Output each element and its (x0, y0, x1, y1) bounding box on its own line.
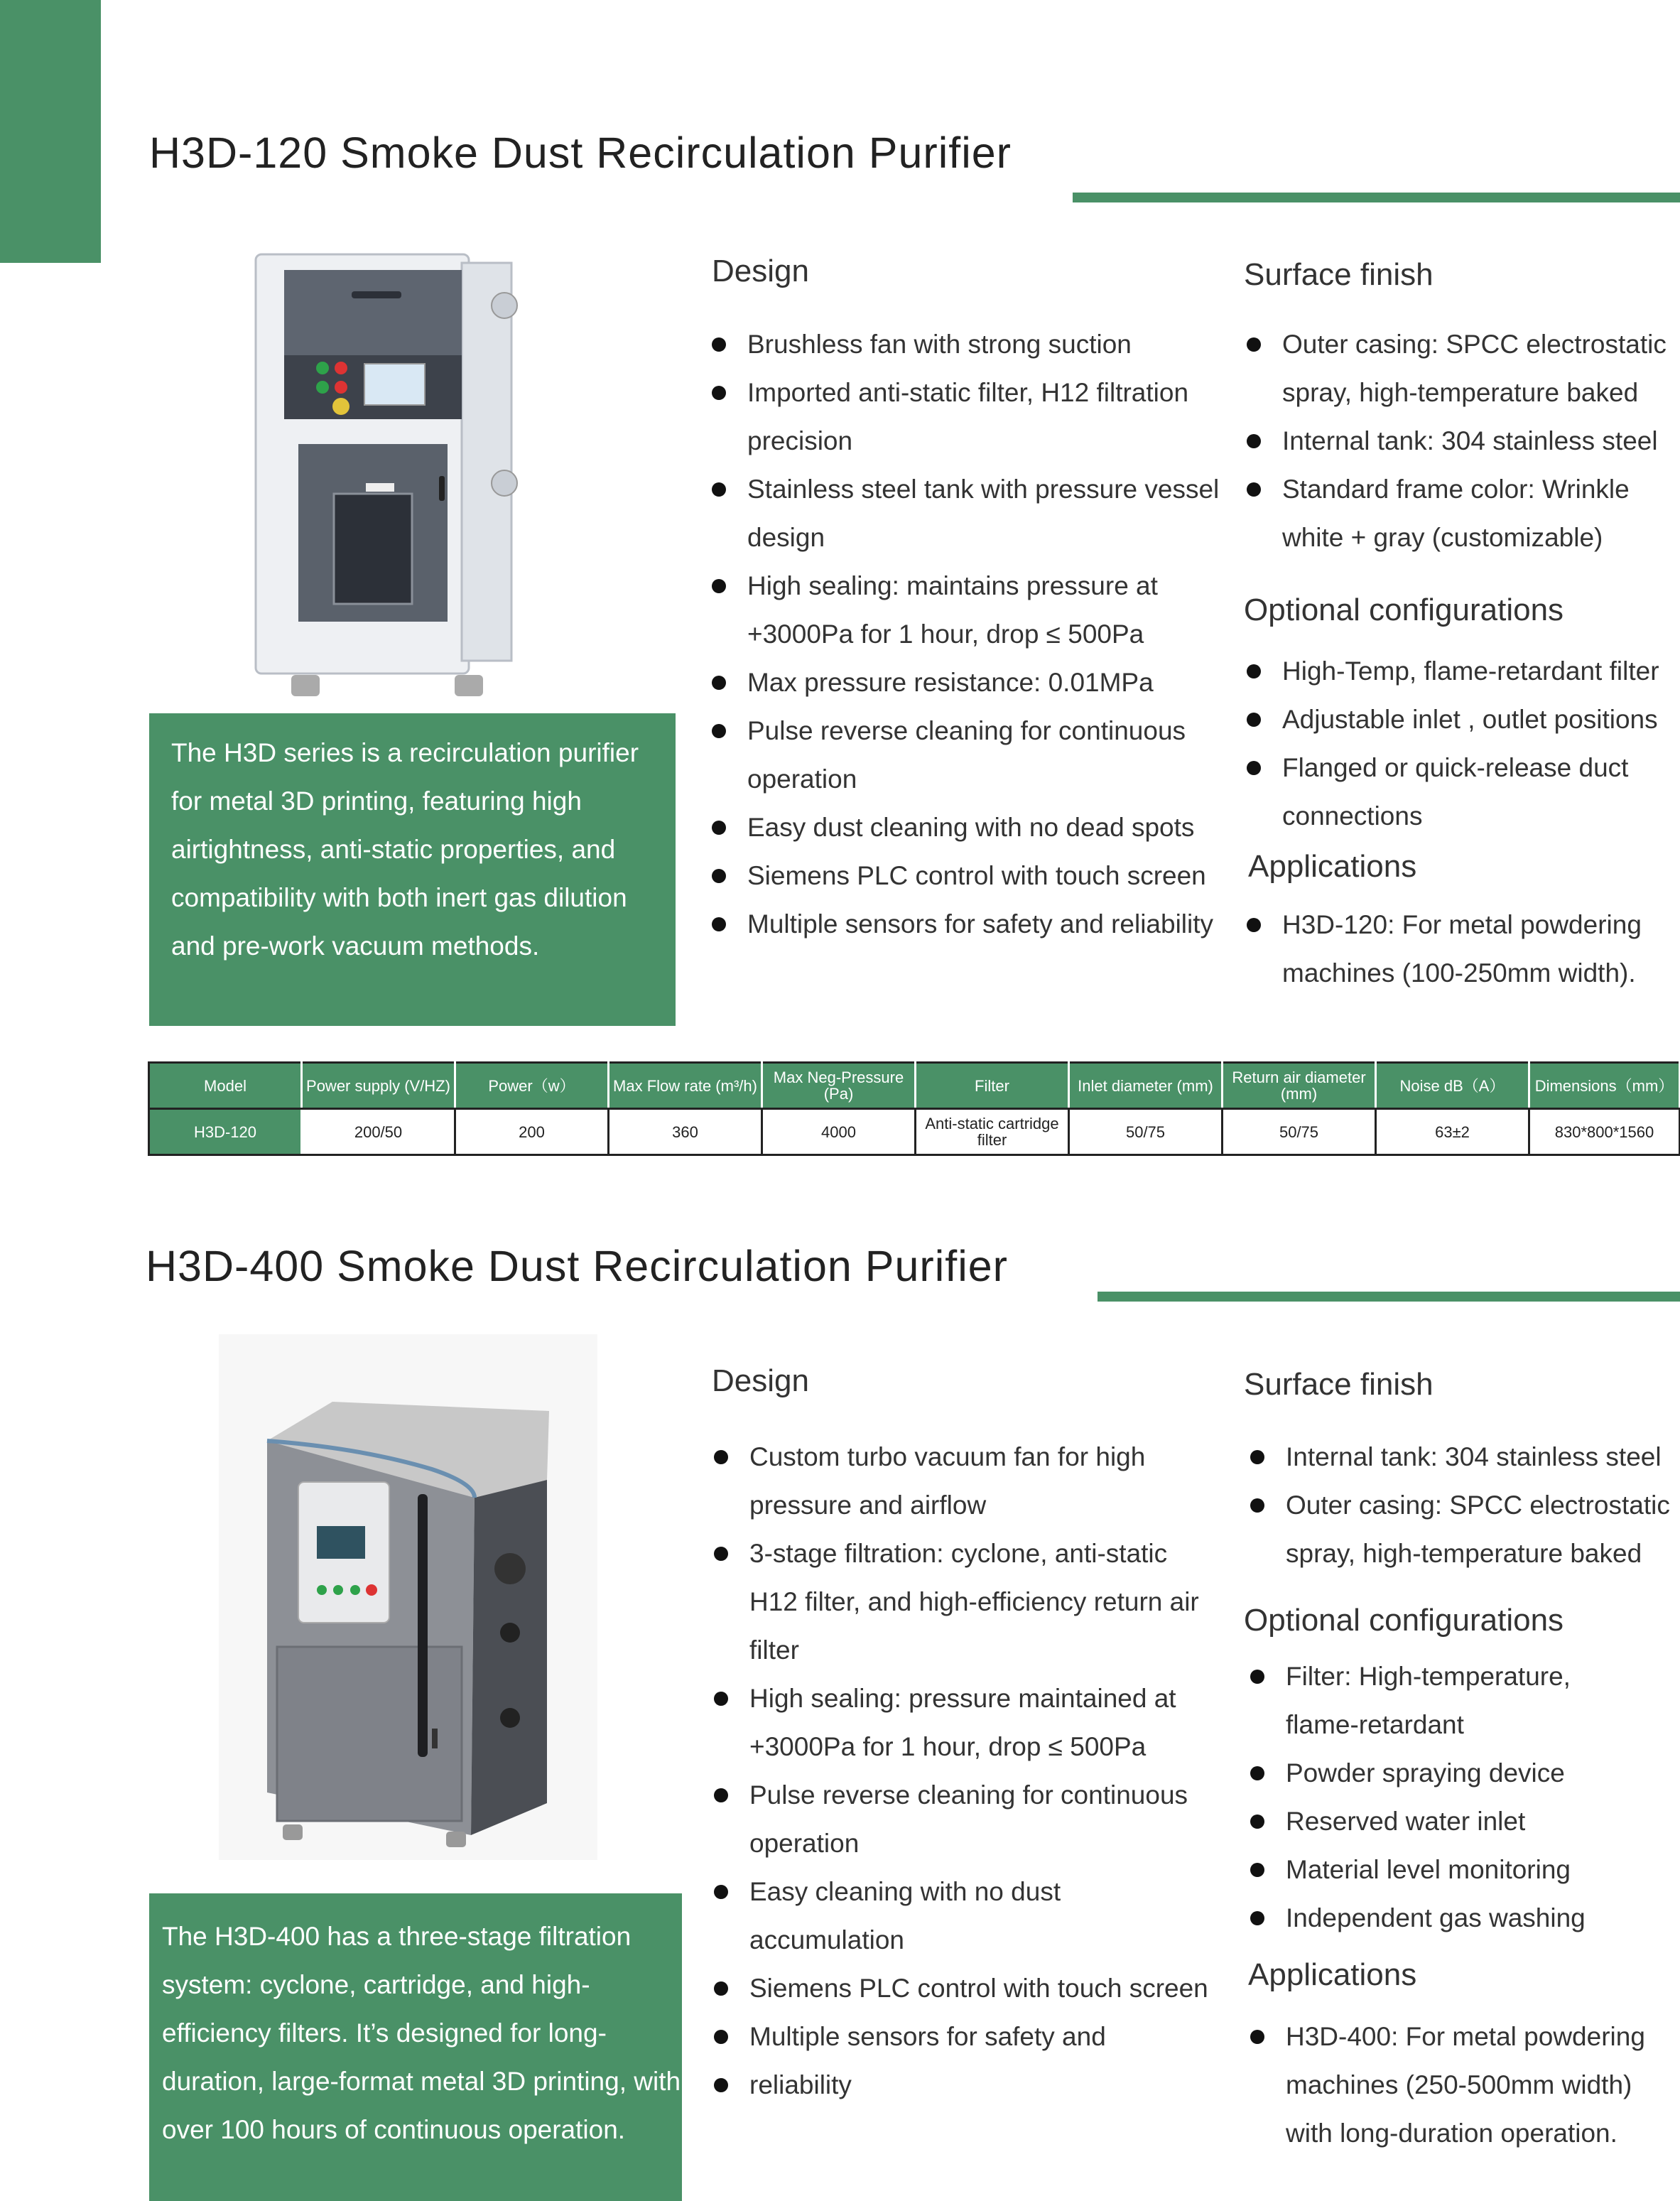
section2-surface-heading: Surface finish (1244, 1367, 1434, 1402)
section2-optional-list (1250, 1653, 1648, 1942)
section1-surface-list (1247, 320, 1673, 562)
cell-max-flow-rate: 360 (609, 1109, 762, 1155)
header-max-neg-pressure: Max Neg-Pressure (Pa) (762, 1063, 916, 1109)
list-item: High sealing: pressure maintained at +3000Pa for 1 hour, drop ≤ 500Pa (714, 1675, 1211, 1771)
list-item: High sealing: maintains pressure at +3000Pa for 1 hour, drop ≤ 500Pa (712, 562, 1245, 659)
list-item: 3-stage filtration: cyclone, anti-static H12 filter, and high-efficiency return air filter (714, 1530, 1211, 1675)
list-item: reliability (714, 2061, 1211, 2109)
list-item: Stainless steel tank with pressure vessel design (712, 465, 1245, 562)
section2-design-list (714, 1433, 1211, 2109)
section1-title: H3D-120 Smoke Dust Recirculation Purifier (149, 129, 1012, 177)
list-item: Siemens PLC control with touch screen (714, 1964, 1211, 2013)
cell-noise: 63±2 (1376, 1109, 1529, 1155)
list-item: Material level monitoring (1250, 1846, 1648, 1894)
section1-title-rule (1073, 193, 1680, 202)
header-inlet-diameter: Inlet diameter (mm) (1069, 1063, 1223, 1109)
header-dimensions: Dimensions（mm） (1529, 1063, 1680, 1109)
section2-design-heading: Design (712, 1363, 809, 1398)
list-item: Adjustable inlet , outlet positions (1247, 696, 1680, 744)
list-item: Outer casing: SPCC electrostatic spray, high-temperature baked (1247, 320, 1673, 417)
section1-design-list (712, 320, 1245, 948)
list-item: Filter: High-temperature, flame-retardant (1250, 1653, 1648, 1749)
cell-max-neg-pressure: 4000 (762, 1109, 916, 1155)
section1-design-heading: Design (712, 254, 809, 288)
cell-dimensions: 830*800*1560 (1529, 1109, 1680, 1155)
list-item: Multiple sensors for safety and reliability (712, 900, 1245, 948)
list-item: H3D-400: For metal powdering machines (250-500mm width) with long-duration operation. (1250, 2013, 1680, 2158)
list-item: Internal tank: 304 stainless steel (1250, 1433, 1676, 1481)
list-item: Internal tank: 304 stainless steel (1247, 417, 1673, 465)
list-item: Flanged or quick-release duct connections (1247, 744, 1680, 840)
section1-description-box (149, 713, 676, 1026)
section2-title-rule (1098, 1292, 1680, 1302)
list-item: Powder spraying device (1250, 1749, 1648, 1797)
section1-optional-heading: Optional configurations (1244, 593, 1564, 627)
spec-table (148, 1061, 1680, 1156)
h3d-400-machine-image (219, 1334, 597, 1860)
section2-surface-list (1250, 1433, 1676, 1578)
section2-description: The H3D-400 has a three-stage filtration system: cyclone, cartridge, and high-efficiency filters. It’s designed for long-duration, large-format metal 3D printing, with over 100 hours of continuous operation. (162, 1922, 681, 2144)
section1-surface-heading: Surface finish (1244, 257, 1434, 292)
list-item: Independent gas washing (1250, 1894, 1648, 1942)
list-item: Pulse reverse cleaning for continuous operation (712, 707, 1245, 804)
table-row (149, 1109, 1680, 1155)
list-item: Easy cleaning with no dust accumulation (714, 1868, 1211, 1964)
cell-power: 200 (455, 1109, 609, 1155)
section1-applications-heading: Applications (1248, 849, 1417, 884)
list-item: Reserved water inlet (1250, 1797, 1648, 1846)
section2-applications-heading: Applications (1248, 1957, 1417, 1992)
header-power-supply: Power supply (V/HZ) (302, 1063, 455, 1109)
list-item: H3D-120: For metal powdering machines (100-250mm width). (1247, 901, 1666, 997)
section1-applications-list (1247, 901, 1666, 997)
corner-accent-block (0, 0, 101, 263)
list-item: Outer casing: SPCC electrostatic spray, high-temperature baked (1250, 1481, 1676, 1578)
header-power: Power（w） (455, 1063, 609, 1109)
list-item: High-Temp, flame-retardant filter (1247, 647, 1680, 696)
list-item: Standard frame color: Wrinkle white + gray (customizable) (1247, 465, 1673, 562)
list-item: Pulse reverse cleaning for continuous operation (714, 1771, 1211, 1868)
cell-return-air-diameter: 50/75 (1223, 1109, 1376, 1155)
header-filter: Filter (916, 1063, 1069, 1109)
section1-optional-list (1247, 647, 1680, 840)
list-item: Custom turbo vacuum fan for high pressure and airflow (714, 1433, 1211, 1530)
list-item: Multiple sensors for safety and (714, 2013, 1211, 2061)
section2-title: H3D-400 Smoke Dust Recirculation Purifier (146, 1242, 1008, 1290)
list-item: Siemens PLC control with touch screen (712, 852, 1245, 900)
list-item: Brushless fan with strong suction (712, 320, 1245, 369)
header-max-flow-rate: Max Flow rate (m³/h) (609, 1063, 762, 1109)
cell-model: H3D-120 (149, 1109, 302, 1155)
spec-table-header-row (149, 1063, 1680, 1109)
header-model: Model (149, 1063, 302, 1109)
section2-description-box (149, 1893, 682, 2201)
cell-filter: Anti-static cartridge filter (916, 1109, 1069, 1155)
section1-description: The H3D series is a recirculation purifier for metal 3D printing, featuring high airtightness, anti-static properties, and compatibility with both inert gas dilution and pre-work vacuum methods. (171, 738, 639, 961)
h3d-120-machine-image (249, 249, 533, 710)
cell-power-supply: 200/50 (302, 1109, 455, 1155)
list-item: Max pressure resistance: 0.01MPa (712, 659, 1245, 707)
header-noise: Noise dB（A） (1376, 1063, 1529, 1109)
section2-applications-list (1250, 2013, 1680, 2158)
list-item: Easy dust cleaning with no dead spots (712, 804, 1245, 852)
list-item: Imported anti-static filter, H12 filtration precision (712, 369, 1245, 465)
cell-inlet-diameter: 50/75 (1069, 1109, 1223, 1155)
header-return-air-diameter: Return air diameter (mm) (1223, 1063, 1376, 1109)
section2-optional-heading: Optional configurations (1244, 1603, 1564, 1638)
